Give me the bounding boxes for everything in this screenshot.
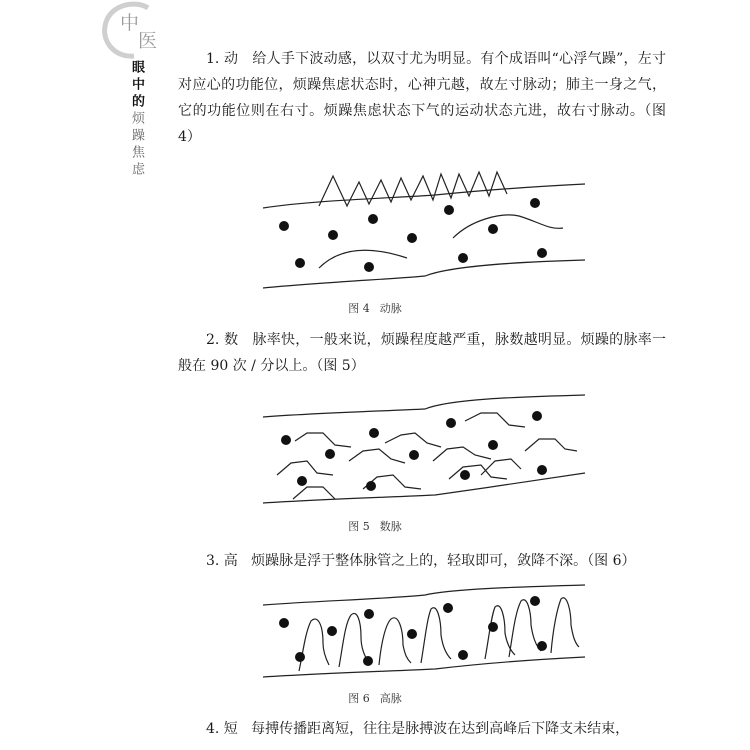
blood-cell: [488, 440, 498, 450]
blood-cell: [407, 629, 417, 639]
blood-cell: [530, 198, 540, 208]
inner-wave-left: [319, 250, 407, 268]
blood-cell: [443, 603, 453, 613]
title-bold: 眼中的: [129, 60, 144, 111]
tall-pulse: [509, 600, 541, 657]
side-header: [100, 0, 160, 200]
pulse-wave: [277, 461, 333, 475]
figure-5-name: 数脉: [379, 520, 402, 533]
pulse-wave: [525, 439, 577, 451]
blood-cell: [407, 233, 417, 243]
blood-cell: [325, 449, 335, 459]
blood-cell: [488, 224, 498, 234]
section-3-text: 烦躁脉是浮于整体脉管之上的，轻取即可，敛降不深。（图 6）: [251, 553, 636, 569]
tall-pulse: [551, 598, 579, 653]
brand-char-zhong: 中: [120, 12, 140, 34]
figure-6-diagram: [255, 583, 595, 683]
blood-cell: [368, 214, 378, 224]
inner-wave-right: [453, 215, 563, 238]
blood-cell: [295, 652, 305, 662]
section-3-heading: 3. 高: [206, 553, 238, 569]
title-light: 烦躁焦虑: [129, 111, 144, 179]
pulse-peaks: [319, 172, 507, 206]
figure-6-caption: [0, 690, 750, 706]
blood-cell: [537, 641, 547, 651]
tall-pulse: [379, 618, 411, 665]
tall-pulse: [299, 619, 329, 671]
section-4-text: 每搏传播距离短，往往是脉搏波在达到高峰后下降支未结束，: [251, 721, 630, 737]
section-4-paragraph: [178, 716, 666, 742]
figure-4-caption: [0, 300, 750, 316]
figure-6-name: 高脉: [379, 692, 402, 705]
blood-cell: [458, 253, 468, 263]
blood-cell: [363, 656, 373, 666]
brand-char-yi: 医: [138, 30, 158, 52]
pulse-wave: [465, 413, 525, 427]
blood-cell: [327, 626, 337, 636]
section-3-paragraph: [178, 548, 666, 574]
figure-4-name: 动脉: [379, 302, 402, 315]
blood-cell: [444, 205, 454, 215]
blood-cell: [537, 248, 547, 258]
figure-5-label: 图 5: [348, 520, 370, 533]
pulse-wave: [349, 449, 405, 463]
section-2-heading: 2. 数: [206, 332, 239, 348]
tall-pulse: [421, 608, 451, 663]
blood-cell: [366, 481, 376, 491]
vertical-title: [126, 60, 146, 179]
blood-cell: [281, 435, 291, 445]
blood-cell: [460, 470, 470, 480]
blood-cell: [458, 650, 468, 660]
blood-cell: [328, 230, 338, 240]
blood-cell: [488, 622, 498, 632]
pulse-wave: [293, 487, 335, 499]
pulse-wave: [295, 433, 351, 447]
pulse-wave: [433, 447, 491, 461]
section-1-text: 给人手下波动感，以双寸尤为明显。有个成语叫“心浮气躁”，左寸对应心的功能位，烦躁焦虑状态时，心神亢越，故左寸脉动；肺主一身之气，它的功能位则在右寸。烦躁焦虑状态下气的运动状态亢进，故右寸脉动。（图 4）: [178, 51, 666, 145]
blood-cell: [279, 221, 289, 231]
section-4-heading: 4. 短: [206, 721, 238, 737]
section-1-heading: 1. 动: [206, 51, 239, 67]
blood-cell: [364, 262, 374, 272]
blood-cell: [530, 596, 540, 606]
vessel-bottom-wall: [263, 473, 585, 503]
figure-5-caption: [0, 518, 750, 534]
blood-cell: [532, 411, 542, 421]
section-2-paragraph: [178, 327, 666, 379]
blood-cell: [364, 609, 374, 619]
blood-cell: [446, 418, 456, 428]
figure-6-label: 图 6: [348, 692, 370, 705]
section-2-text: 脉率快，一般来说，烦躁程度越严重，脉数越明显。烦躁的脉率一般在 90 次 / 分以上。（图 5）: [178, 332, 666, 374]
blood-cell: [295, 258, 305, 268]
blood-cell: [409, 450, 419, 460]
vessel-bottom-wall: [263, 260, 585, 288]
figure-4-diagram: [255, 168, 595, 293]
pulse-wave: [449, 465, 507, 479]
pulse-wave: [385, 433, 441, 447]
blood-cell: [279, 618, 289, 628]
figure-5-diagram: [255, 393, 595, 508]
blood-cell: [369, 428, 379, 438]
blood-cell: [297, 476, 307, 486]
vessel-bottom-wall: [263, 657, 585, 677]
figure-4-label: 图 4: [348, 302, 370, 315]
section-1-paragraph: [178, 46, 666, 150]
blood-cell: [537, 465, 547, 475]
